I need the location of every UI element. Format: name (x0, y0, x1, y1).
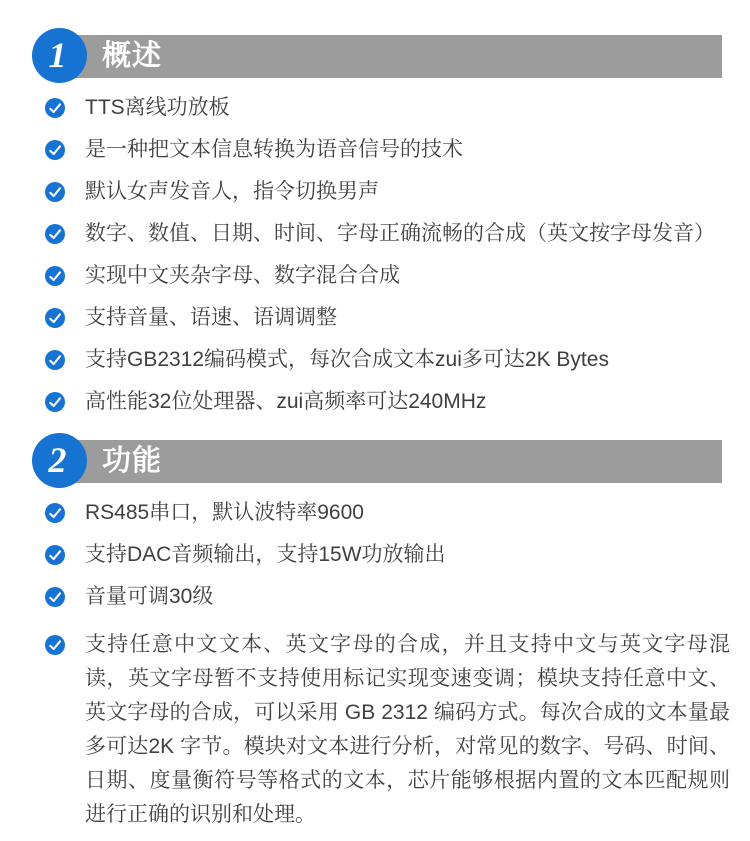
check-circle-icon (45, 350, 65, 370)
section-number: 2 (48, 440, 67, 480)
list-item (45, 391, 730, 413)
check-circle-icon (45, 503, 65, 523)
list-item-text: RS485串口，默认波特率9600 (85, 501, 364, 524)
list-item (45, 223, 730, 245)
check-circle-icon (45, 308, 65, 328)
check-circle-icon (45, 587, 65, 607)
check-circle-icon (45, 266, 65, 286)
check-circle-icon (45, 182, 65, 202)
list-item (45, 97, 730, 119)
bullet-list (45, 97, 730, 413)
list-item-text: TTS离线功放板 (85, 96, 230, 119)
check-circle-icon (45, 545, 65, 565)
list-item-text: 是一种把文本信息转换为语音信号的技术 (85, 138, 463, 161)
check-circle-icon (45, 98, 65, 118)
list-item (45, 181, 730, 203)
list-item-text: 支持任意中文文本、英文字母的合成，并且支持中文与英文字母混读，英文字母暂不支持使用标记实现变速变调；模块支持任意中文、英文字母的合成，可以采用 GB 2312 编码方式。每次合成的文本量最多可达2K 字节。模块对文本进行分析，对常见的数字、号码、时间、日期、度量衡符号等格式的文本，芯片能够根据内置的文本匹配规则进行正确的识别和处理。 (85, 633, 730, 826)
list-item-text: 支持音量、语速、语调调整 (85, 306, 337, 329)
list-item (45, 139, 730, 161)
list-item (45, 502, 730, 524)
list-item (45, 544, 730, 566)
check-circle-icon (45, 224, 65, 244)
section-number-badge (32, 28, 87, 83)
list-item (45, 628, 730, 832)
list-item-text: 数字、数值、日期、时间、字母正确流畅的合成（英文按字母发音） (85, 222, 715, 245)
section (0, 28, 750, 413)
list-item (45, 586, 730, 608)
list-item-text: 实现中文夹杂字母、数字混合合成 (85, 264, 400, 287)
section-title: 功能 (102, 445, 163, 477)
check-circle-icon (45, 635, 65, 655)
section-number-badge (32, 433, 87, 488)
section-header (0, 433, 750, 489)
list-item (45, 265, 730, 287)
list-item (45, 349, 730, 371)
check-circle-icon (45, 140, 65, 160)
list-item-text: 默认女声发音人，指令切换男声 (85, 180, 379, 203)
bullet-list (45, 502, 730, 832)
section-header (0, 28, 750, 84)
list-item (45, 307, 730, 329)
list-item-text: 支持GB2312编码模式，每次合成文本zui多可达2K Bytes (85, 348, 609, 371)
check-circle-icon (45, 392, 65, 412)
product-detail-page (0, 28, 750, 832)
section-title: 概述 (102, 40, 163, 72)
section (0, 433, 750, 832)
section-number: 1 (48, 35, 67, 75)
list-item-text: 高性能32位处理器、zui高频率可达240MHz (85, 390, 487, 413)
list-item-text: 音量可调30级 (85, 585, 214, 608)
list-item-text: 支持DAC音频输出，支持15W功放输出 (85, 543, 446, 566)
